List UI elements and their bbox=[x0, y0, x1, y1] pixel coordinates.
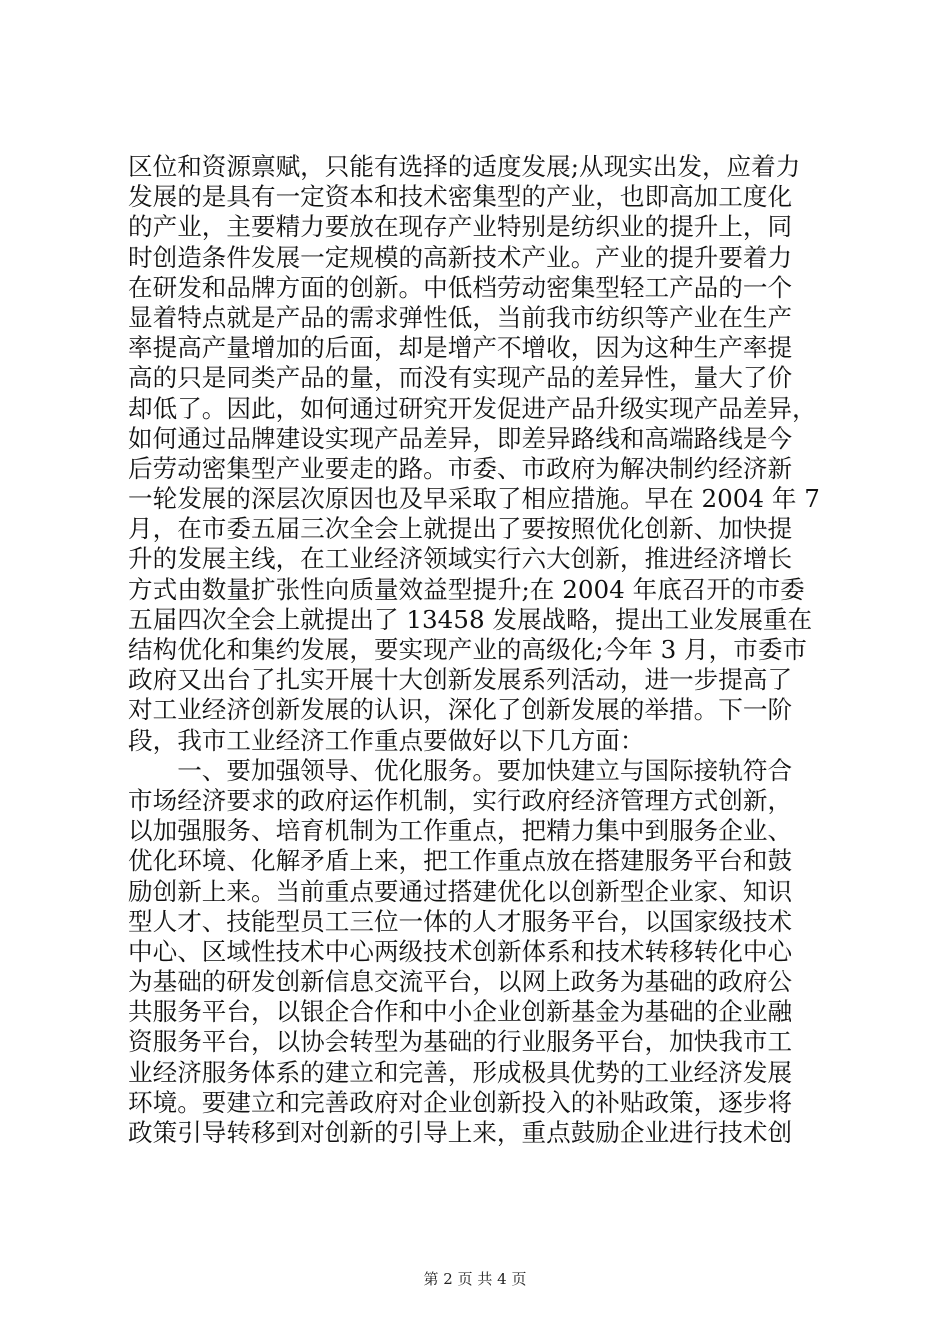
text-line: 型人才、技能型员工三位一体的人才服务平台，以国家级技术 bbox=[128, 906, 793, 936]
text-line: 对工业经济创新发展的认识，深化了创新发展的举措。下一阶 bbox=[128, 695, 793, 725]
text-line: 后劳动密集型产业要走的路。市委、市政府为解决制约经济新 bbox=[128, 453, 793, 483]
text-line: 以加强服务、培育机制为工作重点，把精力集中到服务企业、 bbox=[128, 816, 793, 846]
page-footer bbox=[0, 1269, 950, 1289]
text-line: 时创造条件发展一定规模的高新技术产业。产业的提升要着力 bbox=[128, 242, 793, 272]
document-body bbox=[128, 152, 840, 1148]
text-line: 业经济服务体系的建立和完善，形成极具优势的工业经济发展 bbox=[128, 1057, 793, 1087]
text-line: 一轮发展的深层次原因也及早采取了相应措施。早在 2004 年 7 bbox=[128, 484, 820, 514]
text-line: 区位和资源禀赋，只能有选择的适度发展;从现实出发，应着力 bbox=[128, 152, 801, 181]
text-line: 如何通过品牌建设实现产品差异，即差异路线和高端路线是今 bbox=[128, 423, 793, 453]
text-line: 一、要加强领导、优化服务。要加快建立与国际接轨符合 bbox=[128, 755, 793, 785]
text-line: 五届四次全会上就提出了 13458 发展战略，提出工业发展重在 bbox=[128, 604, 813, 634]
text-line: 市场经济要求的政府运作机制，实行政府经济管理方式创新， bbox=[128, 785, 793, 815]
text-line: 结构优化和集约发展，要实现产业的高级化;今年 3 月，市委市 bbox=[128, 635, 808, 664]
text-line: 优化环境、化解矛盾上来，把工作重点放在搭建服务平台和鼓 bbox=[128, 846, 793, 876]
text-line: 月，在市委五届三次全会上就提出了要按照优化创新、加快提 bbox=[128, 514, 793, 544]
text-line: 为基础的研发创新信息交流平台，以网上政务为基础的政府公 bbox=[128, 967, 793, 997]
text-line: 励创新上来。当前重点要通过搭建优化以创新型企业家、知识 bbox=[128, 876, 793, 906]
page-number: 第 2 页 共 4 页 bbox=[423, 1270, 527, 1288]
text-line: 发展的是具有一定资本和技术密集型的产业，也即高加工度化 bbox=[128, 182, 793, 212]
text-line: 显着特点就是产品的需求弹性低，当前我市纺织等产业在生产 bbox=[128, 302, 793, 332]
text-line: 共服务平台，以银企合作和中小企业创新基金为基础的企业融 bbox=[128, 997, 793, 1027]
text-line: 段，我市工业经济工作重点要做好以下几方面： bbox=[128, 725, 645, 755]
text-line: 政府又出台了扎实开展十大创新发展系列活动，进一步提高了 bbox=[128, 665, 793, 695]
text-line: 方式由数量扩张性向质量效益型提升;在 2004 年底召开的市委 bbox=[128, 574, 805, 604]
text-line: 中心、区域性技术中心两级技术创新体系和技术转移转化中心 bbox=[128, 936, 793, 966]
text-line: 环境。要建立和完善政府对企业创新投入的补贴政策，逐步将 bbox=[128, 1087, 793, 1117]
text-line: 却低了。因此，如何通过研究开发促进产品升级实现产品差异， bbox=[128, 393, 817, 423]
text-line: 资服务平台，以协会转型为基础的行业服务平台，加快我市工 bbox=[128, 1027, 793, 1057]
text-line: 高的只是同类产品的量，而没有实现产品的差异性，量大了价 bbox=[128, 363, 793, 393]
text-line: 升的发展主线，在工业经济领域实行六大创新，推进经济增长 bbox=[128, 544, 793, 574]
text-line: 率提高产量增加的后面，却是增产不增收，因为这种生产率提 bbox=[128, 333, 793, 363]
text-line: 在研发和品牌方面的创新。中低档劳动密集型轻工产品的一个 bbox=[128, 272, 793, 302]
text-line: 政策引导转移到对创新的引导上来，重点鼓励企业进行技术创 bbox=[128, 1118, 793, 1147]
text-line: 的产业，主要精力要放在现存产业特别是纺织业的提升上，同 bbox=[128, 212, 793, 242]
